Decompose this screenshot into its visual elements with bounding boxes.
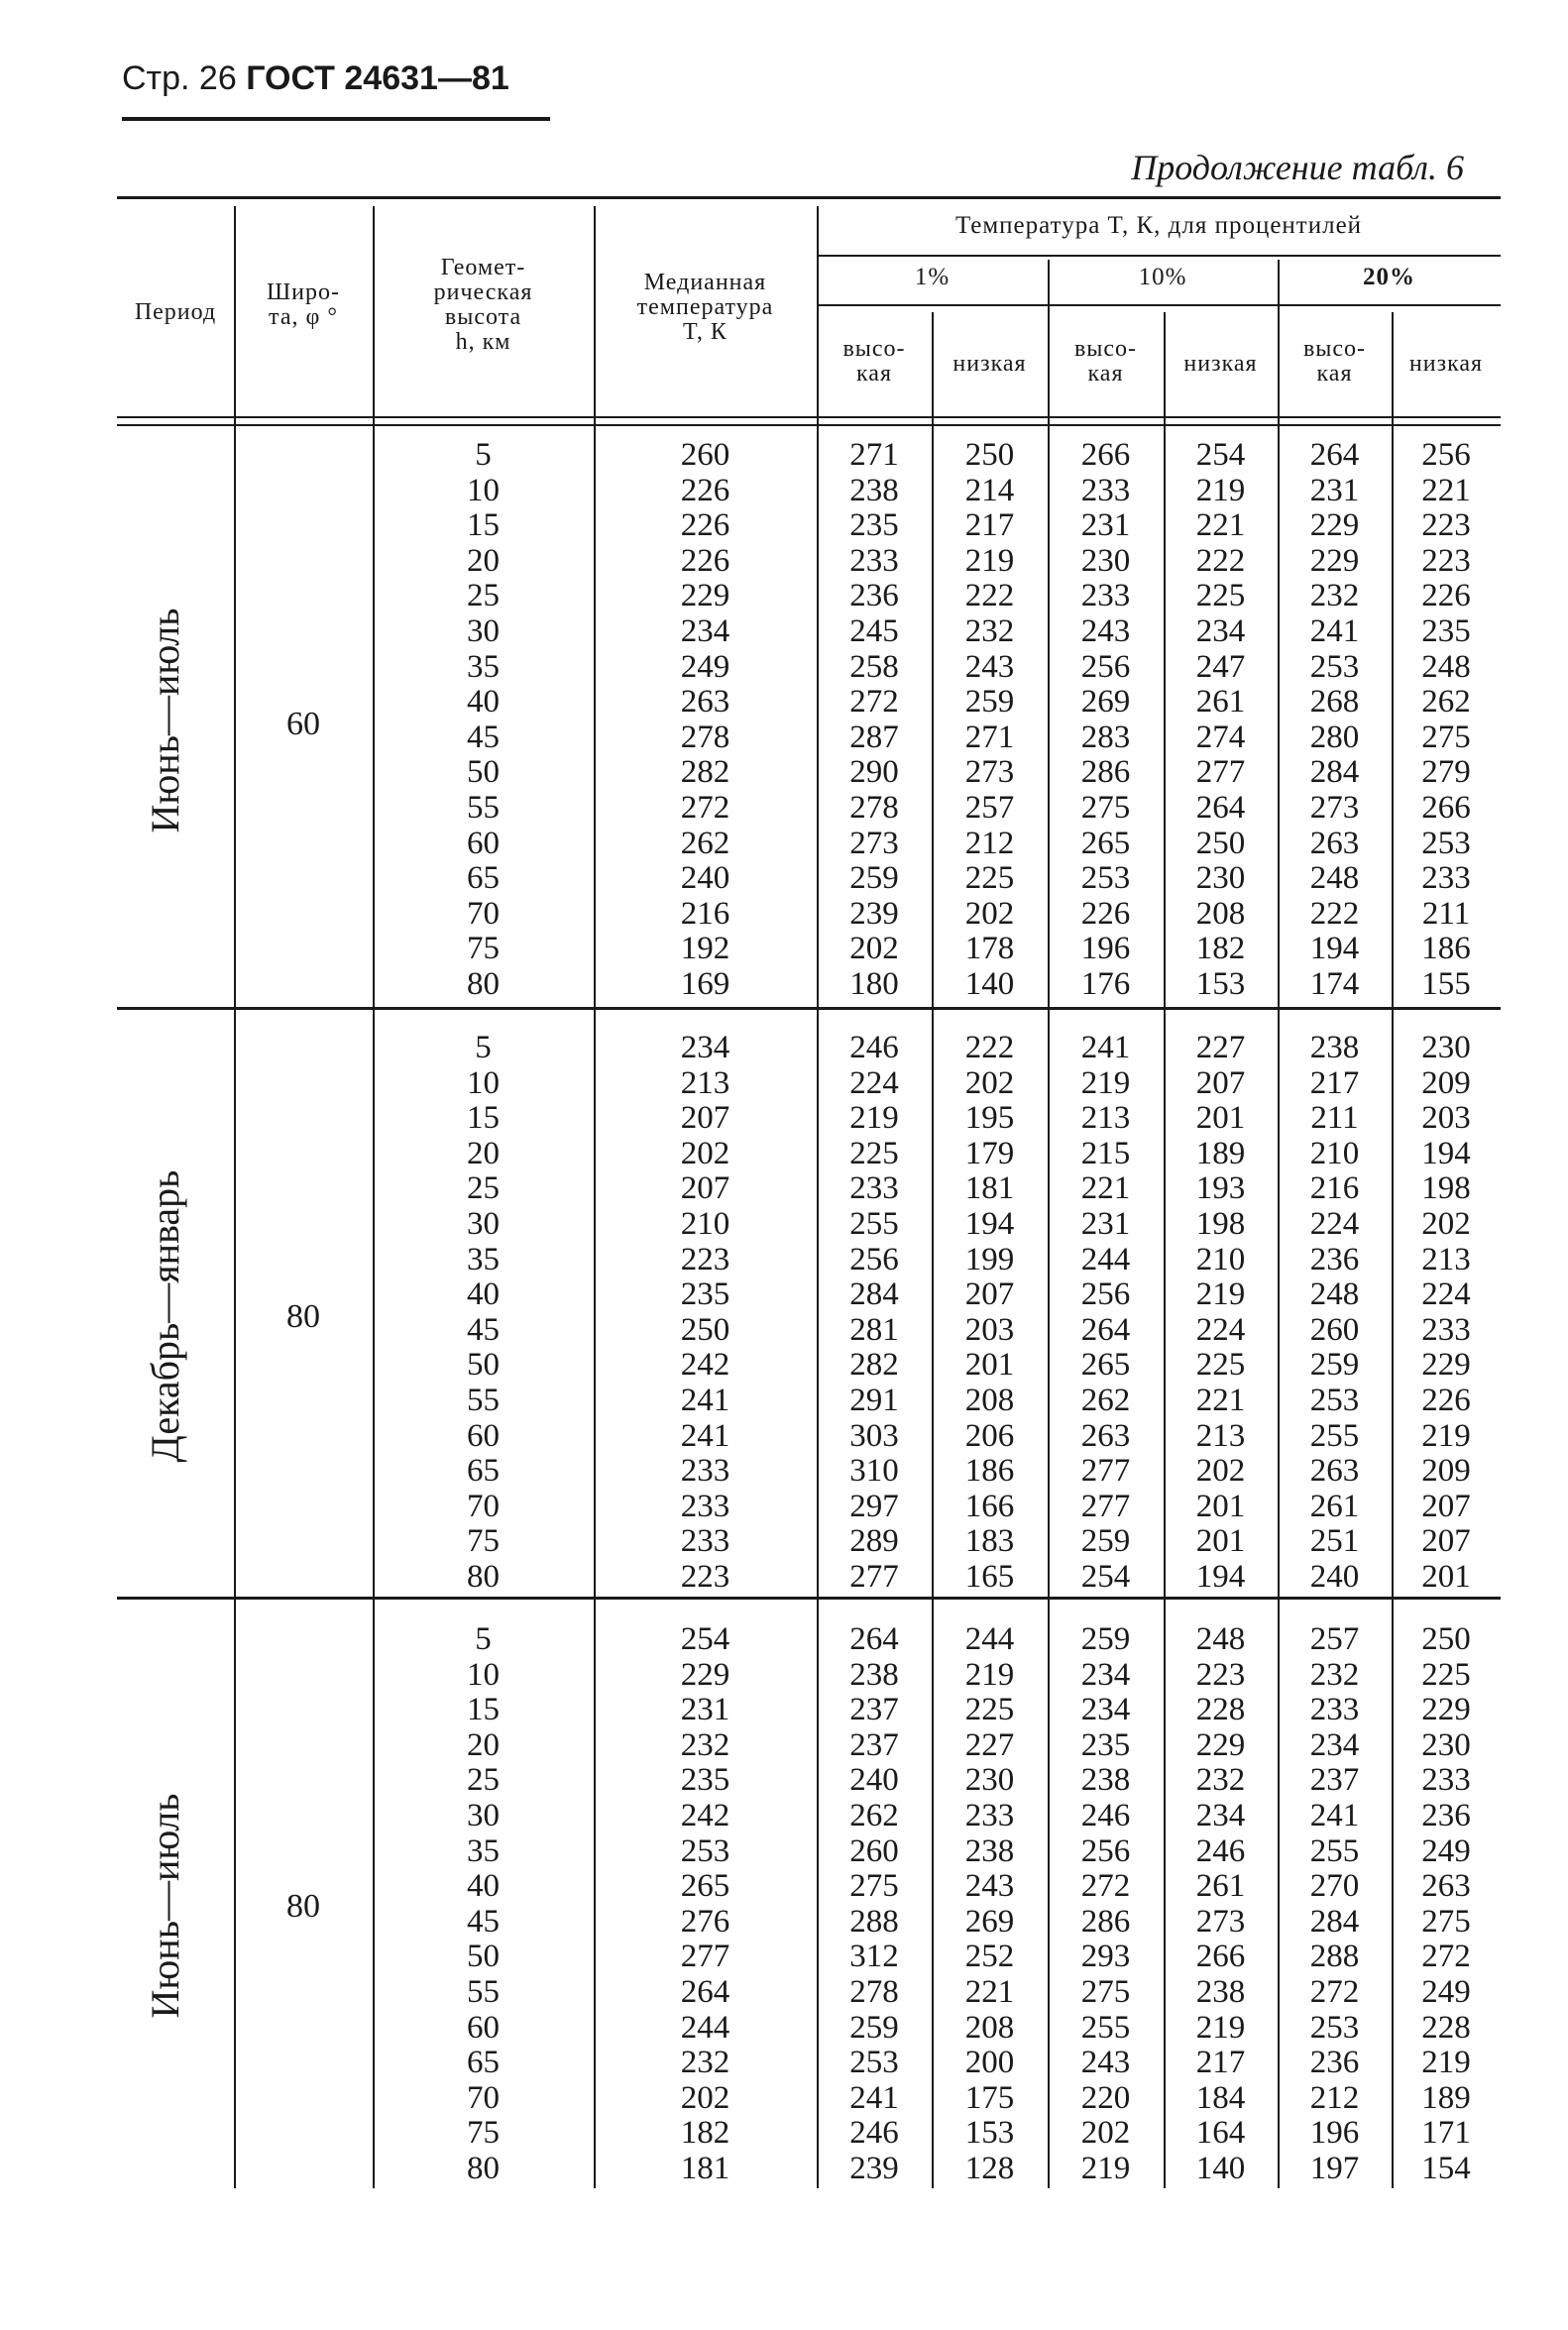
header-median: Медианная температура T, К	[636, 270, 774, 345]
p20-low-column: 250 225 229 230 233 236 249 263 275 272 249 228 219 189 171 154	[1421, 1621, 1471, 2186]
pct-header-rule	[817, 304, 1501, 306]
section-rule-2	[117, 1597, 1501, 1600]
header-pct-10: 10%	[1138, 264, 1187, 290]
header-p1-low: низкая	[952, 351, 1027, 377]
header-period: Период	[134, 299, 217, 325]
table-top-rule	[117, 196, 1501, 199]
latitude-value: 80	[286, 1298, 320, 1335]
p20-low-column: 256 221 223 223 226 235 248 262 275 279 266 253 233 211 186 155	[1421, 437, 1471, 1002]
p20-high-column: 264 231 229 229 232 241 253 268 280 284 273 263 248 222 194 174	[1309, 437, 1360, 1002]
p1-high-column: 271 238 235 233 236 245 258 272 287 290 278 273 259 239 202 180	[849, 437, 899, 1002]
header-pct-20: 20%	[1363, 264, 1415, 290]
table-continuation-caption: Продолжение табл. 6	[1131, 148, 1464, 187]
header-temperature: Температура T, К, для процентилей	[954, 212, 1363, 239]
altitude-column: 5 10 15 20 25 30 35 40 45 50 55 60 65 70 75 80	[467, 437, 500, 1002]
p10-high-column: 259 234 234 235 238 246 256 272 286 293 275 255 243 220 202 219	[1080, 1621, 1131, 2186]
latitude-value: 80	[286, 1888, 320, 1925]
median-column: 260 226 226 226 229 234 249 263 278 282 272 262 240 216 192 169	[680, 437, 730, 1002]
header-p20-high: высо- кая	[1302, 336, 1367, 387]
header-altitude: Геомет- рическая высота h, км	[433, 255, 533, 355]
altitude-column: 5 10 15 20 25 30 35 40 45 50 55 60 65 70 75 80	[467, 1030, 500, 1595]
latitude-value: 60	[286, 706, 320, 742]
median-column: 234 213 207 202 207 210 223 235 250 242 241 241 233 233 233 223	[680, 1030, 730, 1595]
p20-low-column: 230 209 203 194 198 202 213 224 233 229 226 219 209 207 207 201	[1421, 1030, 1471, 1595]
p10-high-column: 266 233 231 230 233 243 256 269 283 286 275 265 253 226 196 176	[1080, 437, 1131, 1002]
period-label: Июнь—июль	[143, 1793, 187, 2019]
p1-low-column: 222 202 195 179 181 194 199 207 203 201 208 206 186 166 183 165	[964, 1030, 1015, 1595]
p20-high-column: 238 217 211 210 216 224 236 248 260 259 253 255 263 261 251 240	[1309, 1030, 1360, 1595]
header-latitude: Широ- та, φ °	[266, 279, 341, 330]
page-prefix: Стр. 26	[122, 59, 237, 97]
standard-code: ГОСТ 24631—81	[246, 59, 509, 97]
header-p10-low: низкая	[1183, 351, 1258, 377]
header-bottom-rule-1	[117, 416, 1501, 418]
header-p20-low: низкая	[1408, 351, 1484, 377]
period-label: Декабрь—январь	[143, 1169, 187, 1463]
period-label: Июнь—июль	[143, 608, 187, 833]
p1-high-column: 246 224 219 225 233 255 256 284 281 282 291 303 310 297 289 277	[849, 1030, 899, 1595]
temp-header-rule	[817, 255, 1501, 257]
p20-high-column: 257 232 233 234 237 241 255 270 284 288 272 253 236 212 196 197	[1309, 1621, 1360, 2186]
p10-low-column: 254 219 221 222 225 234 247 261 274 277 264 250 230 208 182 153	[1195, 437, 1246, 1002]
header-p10-high: высо- кая	[1073, 336, 1138, 387]
page-header-rule	[122, 117, 550, 121]
p1-low-column: 250 214 217 219 222 232 243 259 271 273 257 212 225 202 178 140	[964, 437, 1015, 1002]
p10-low-column: 227 207 201 189 193 198 210 219 224 225 221 213 202 201 201 194	[1195, 1030, 1246, 1595]
median-column: 254 229 231 232 235 242 253 265 276 277 264 244 232 202 182 181	[680, 1621, 730, 2186]
header-pct-1: 1%	[914, 264, 951, 290]
page-number	[122, 59, 509, 98]
header-bottom-rule-2	[117, 424, 1501, 426]
altitude-column: 5 10 15 20 25 30 35 40 45 50 55 60 65 70 75 80	[467, 1621, 500, 2186]
header-p1-high: высо- кая	[842, 336, 906, 387]
p1-high-column: 264 238 237 237 240 262 260 275 288 312 278 259 253 241 246 239	[849, 1621, 899, 2186]
p10-high-column: 241 219 213 215 221 231 244 256 264 265 262 263 277 277 259 254	[1080, 1030, 1131, 1595]
section-rule-1	[117, 1007, 1501, 1010]
p10-low-column: 248 223 228 229 232 234 246 261 273 266 238 219 217 184 164 140	[1195, 1621, 1246, 2186]
p1-low-column: 244 219 225 227 230 233 238 243 269 252 221 208 200 175 153 128	[964, 1621, 1015, 2186]
